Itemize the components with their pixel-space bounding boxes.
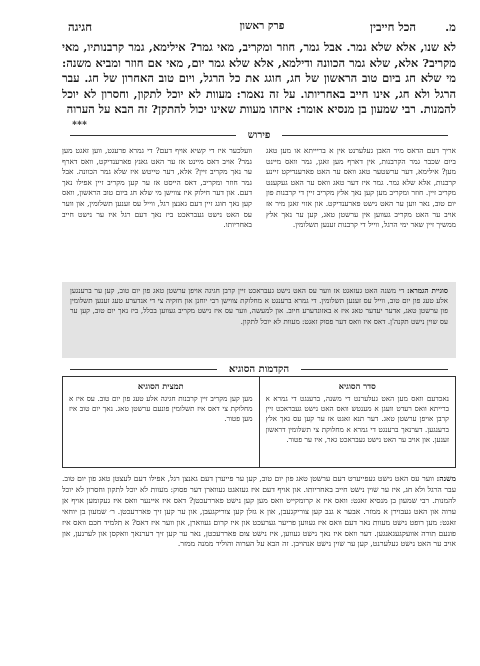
note-text: די משנה האט געזאגט אז ווער עס האט נישט געבראכט זיין קרבן חגיגה אויפן ערשטן טאג פון יום טוב, קען ער ברענגען אלע טעג פון יום טוב, ווייל עס זענען תשלומין. די גמרא ברענגט א מחלוקת צווישן רבי יוחנן און חזקיה צי די אנדערע טעג זענען תשלומין פון ערשטן טאג, אדער יעדער טאג איז א באזונדערע חיוב. און למעשה, ווער עס איז נישט מקריב געווען בכלל, ביז נאך יום טוב, קען ער עס שוין נישט תקנה'ן. דאס איז וואס דער פסוק זאגט: מעוות לא יוכל לתקון. xyxy=(70,286,448,326)
intro-table-left-column xyxy=(63,377,260,467)
mishnah-explanation xyxy=(62,474,456,658)
sugya-note-box xyxy=(62,282,456,358)
intro-table-right-column xyxy=(260,377,456,467)
chapter-title: הכל חייבין xyxy=(370,20,416,34)
page-number: מ. xyxy=(445,20,456,34)
explanation-lead: משנה: xyxy=(436,474,456,483)
commentary-right-column: אריך דעם הדאס מיר האבן געלערנט אין א בריייתא או מען טאג ביום שכבר גמר הקרבנות, אין דארף מען זאגן, גמר וואס מיינט מען? אילימא, דער ערשטער טאג וואס ער האט פארענדיקט זיינע קרבנות, אלא שלא גמר. גמר איז דער טאג וואס ער האט געקענט מקריב זיין. חוזר ומקריב מען קען נאך אלץ מקריב זיין די קרבנות פון יום טוב, נאר ווען ער האט נישט פארענדיקט. און אזוי זאגן מיר אז אויב ער האט מקריב געווען אין ערשטן טאג, קען ער נאך אלץ ממשיך זיין שאר ימי הרגל, ווייל די קרבנות זענען תשלומין. xyxy=(266,146,456,230)
commentary-columns xyxy=(62,146,456,278)
heading-rule xyxy=(70,135,236,136)
running-head xyxy=(68,20,456,36)
separator-mark: ✱✱✱ xyxy=(72,120,88,127)
commentary-heading xyxy=(62,128,456,142)
mishnah-text: לא שנו, אלא שלא גמר. אבל גמר, חוזר ומקריב, מאי גמר? אילימא, גמר קרבנותיו, מאי מקריב? אלא, שלא גמר הכוונה ודילמא, אלא שלא גמר יום, מאי אם חוזר ומביא משנה: מי שלא חג ביום טוב הראשון של חג, חוגג את כל הרגל, ויום טוב האחרון של חג. עבר הרגל ולא חג, אינו חייב באחריותו. על זה נאמר: מעוות לא יוכל לתקון, וחסרון לא יוכל להמנות. רבי שמעון בן מנסיא אומר: איזהו מעוות שאינו יכול להתקן? זה הבא על הערוה xyxy=(62,40,456,117)
heading-rule xyxy=(301,369,448,370)
intro-table xyxy=(62,376,456,468)
commentary-left-column: וועלכער איז די קשיא אויף דעם? די גמרא פרעגט, ווען זאגט מען גמר? אויב דאס מיינט אז ער האט גאנץ פארענדיקט, וואס דארף ער נאך מקריב זיין? אלא, דער טייטש איז שלא גמר הכוונה. אבל גמר חוזר ומקריב, דאס הייסט אז ער קען מקריב זיין אפילו נאך דעם. און דער חילוק איז צווישן מי שלא חג ביום טוב הראשון, וואס קען נאך חוגג זיין דעם גאנצן רגל, ווייל עס זענען תשלומין, און ווער עס האט נישט געבראכט ביז נאך דעם רגל איז ער נישט חייב באחריותו. xyxy=(62,146,252,230)
explanation-text: ווער עס האט נישט געפייערט דעם ערשטן טאג פון יום טוב, קען ער פייערן דעם גאנצן רגל, אפילו דעם לעצטן טאג פון יום טוב. עבר הרגל ולא חג, איז ער שוין נישט חייב באחריותו. און אויף דעם איז געזאגט געווארן דער פסוק: מעוות לא יוכל לתקון וחסרון לא יוכל להמנות. רבי שמעון בן מנסיא זאגט: וואס איז א קרומקייט וואס מען קען נישט פאררעכטן? דאס איז איינער וואס איז געקומען אויף אן ערוה און האט געבוירן א ממזר. אבער א גנב קען צוריקגעבן, און א גזלן קען צוריקגעבן, און ער קען זיך פאררעכטן. ר׳ שמעון בן יוחאי זאגט: מען רופט נישט מעוות נאר דעם וואס איז געווען פריער גערעכט און איז קרום געווארן, און ווער איז דאס? א תלמיד חכם וואס איז פונעם תורה אוועקגעגאנגען. דער וואס איז נאך נישט געווען, איז נישט צום פאררעכטן, נאר ער קען זיך דערנאך וואקסן און לערנען, און אויב ער האט נישט געלערנט, קען ער שוין נישט אנהויבן. זה הבא על הערוה והוליד ממנה ממזר. xyxy=(62,474,456,549)
heading-rule xyxy=(282,135,448,136)
tractate-name: חגיגה xyxy=(68,20,93,34)
commentary-title: פירוש xyxy=(247,129,271,141)
intro-table-left-header: תמצית הסוגיא xyxy=(137,381,184,391)
heading-rule xyxy=(70,369,217,370)
intro-table-left-text: מען קען מקריב זיין קרבנות חגיגה אלע טעג פון יום טוב. עס איז א מחלוקת צי דאס איז תשלומין פונעם ערשטן טאג. נאך יום טוב איז מען פטור. xyxy=(69,394,253,424)
intro-title: הקדמות הסוגיא xyxy=(228,363,290,375)
intro-table-right-header: סדר הסוגיא xyxy=(338,381,376,391)
intro-table-right-text: נאכדעם וואס מען האט געלערנט די משנה, ברענגט די גמרא א ברייתא וואס רעדט וועגן א מענטש וואס האט נישט געבראכט זיין קרבן אויפן ערשטן טאג. דער תנא זאגט אז ער קען עס נאך אלץ ברענגען. דערנאך ברענגט די גמרא א מחלוקת צי תשלומין דראשון זענען. און אויב ער האט נישט געבראכט גאר, איז ער פטור. xyxy=(265,394,449,444)
chapter-label: פרק ראשון xyxy=(239,20,285,32)
note-lead: סוגיית הגמרא: xyxy=(407,286,448,295)
intro-heading xyxy=(62,362,456,376)
